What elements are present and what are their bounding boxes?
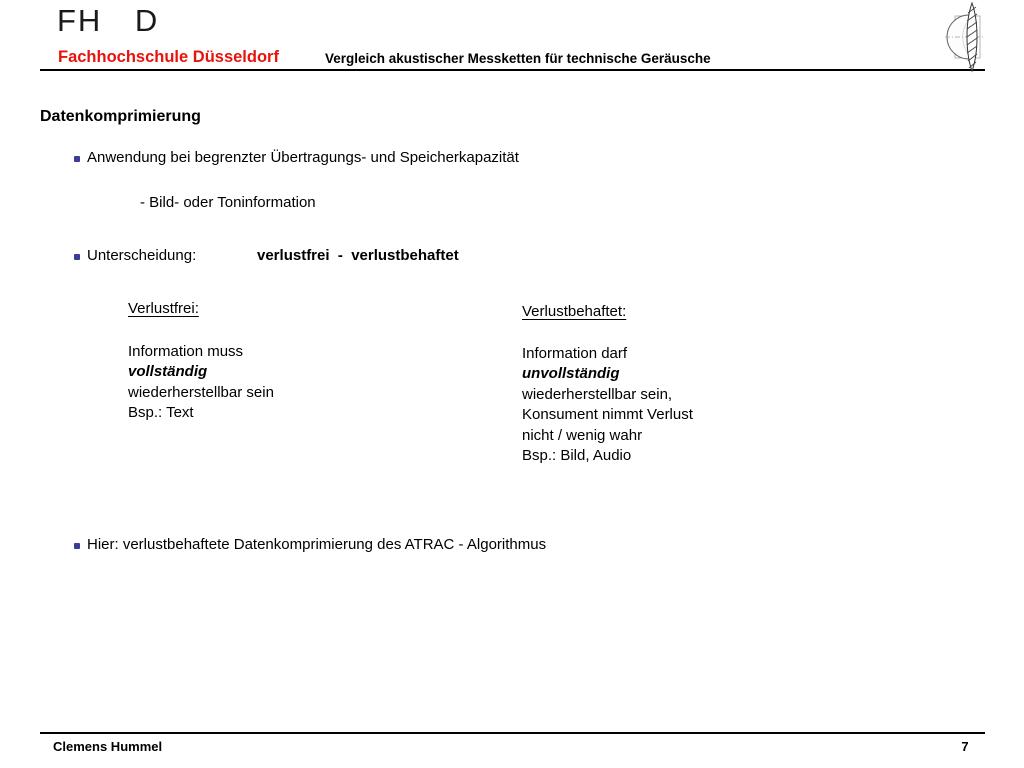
- windscreen-microphone-drawing-icon: [933, 1, 995, 73]
- bullet-icon: [74, 254, 80, 260]
- column-line: Bsp.: Bild, Audio: [522, 447, 632, 465]
- page-number: 7: [961, 739, 969, 754]
- bullet-icon: [74, 543, 80, 549]
- bullet-item-hier-atrac: Hier: verlustbehaftete Datenkomprimierung des ATRAC - Algorithmus: [87, 536, 547, 553]
- column-line-emphasis: unvollständig: [522, 365, 620, 383]
- bullet-item-unterscheidung: Unterscheidung:: [87, 247, 197, 264]
- slide-title: Datenkomprimierung: [40, 108, 201, 125]
- column-line: wiederherstellbar sein,: [522, 385, 673, 403]
- column-line: Information darf: [522, 345, 628, 362]
- fhd-logo-text: FH D: [57, 3, 160, 38]
- column-line-emphasis: vollständig: [128, 363, 208, 381]
- column-verlustfrei-lines: [128, 342, 274, 424]
- column-heading-verlustbehaftet: Verlustbehaftet:: [522, 303, 627, 320]
- header-divider: [40, 69, 985, 71]
- bullet-icon: [74, 156, 80, 162]
- footer-divider: [40, 732, 985, 734]
- column-line: Konsument nimmt Verlust: [522, 406, 693, 424]
- sub-item-bild-ton: - Bild- oder Toninformation: [140, 194, 316, 211]
- column-line: nicht / wenig wahr: [522, 426, 643, 444]
- column-line: wiederherstellbar sein: [128, 383, 274, 401]
- institution-name: Fachhochschule Düsseldorf: [58, 48, 279, 66]
- column-line: Bsp.: Text: [128, 404, 194, 422]
- bullet-item-anwendung: Anwendung bei begrenzter Übertragungs- und Speicherkapazität: [87, 149, 519, 166]
- column-heading-verlustfrei: Verlustfrei:: [128, 300, 199, 317]
- column-line: Information muss: [128, 343, 244, 360]
- footer-author: Clemens Hummel: [53, 739, 163, 754]
- presentation-title: Vergleich akustischer Messketten für technische Geräusche: [325, 51, 711, 66]
- column-verlustbehaftet-lines: [522, 344, 693, 466]
- unterscheidung-emphasis: verlustfrei - verlustbehaftet: [257, 247, 459, 264]
